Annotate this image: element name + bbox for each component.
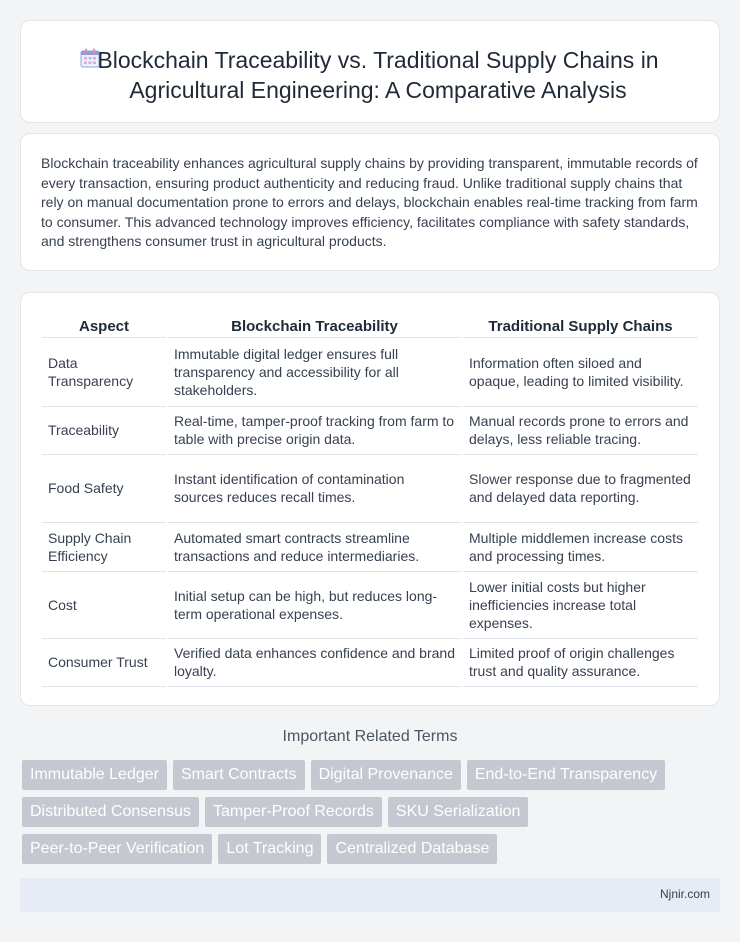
cell-blockchain: Real-time, tamper-proof tracking from farm to table with precise origin data. <box>167 406 462 454</box>
cell-blockchain: Verified data enhances confidence and brand loyalty. <box>167 638 462 686</box>
tag-row <box>22 760 722 790</box>
header-aspect: Aspect <box>42 315 167 337</box>
cell-traditional: Multiple middlemen increase costs and processing times. <box>462 522 698 571</box>
tag-distributed-consensus[interactable]: Distributed Consensus <box>22 797 199 827</box>
tag-smart-contracts[interactable]: Smart Contracts <box>173 760 305 790</box>
cell-aspect: Food Safety <box>42 454 167 522</box>
cell-blockchain: Automated smart contracts streamline transactions and reduce intermediaries. <box>167 522 462 571</box>
cell-aspect: Data Transparency <box>42 337 167 406</box>
cell-traditional: Lower initial costs but higher inefficiencies increase total expenses. <box>462 571 698 638</box>
header-traditional: Traditional Supply Chains <box>462 315 698 337</box>
cell-traditional: Slower response due to fragmented and delayed data reporting. <box>462 454 698 522</box>
tag-row <box>22 834 722 864</box>
tag-end-to-end-transparency[interactable]: End-to-End Transparency <box>467 760 665 790</box>
page-title: Blockchain Traceability vs. Traditional Supply Chains in Agricultural Engineering: A Comparative Analysis <box>97 47 659 103</box>
cell-traditional: Manual records prone to errors and delays, less reliable tracing. <box>462 406 698 454</box>
cell-traditional: Information often siloed and opaque, leading to limited visibility. <box>462 337 698 406</box>
title-card <box>20 20 720 123</box>
cell-traditional: Limited proof of origin challenges trust and quality assurance. <box>462 638 698 686</box>
tag-peer-to-peer-verification[interactable]: Peer-to-Peer Verification <box>22 834 212 864</box>
tag-row <box>22 797 722 827</box>
table-row <box>42 406 698 454</box>
footer <box>20 878 720 912</box>
footer-site-name[interactable]: Njnir.com <box>659 887 710 901</box>
cell-blockchain: Instant identification of contamination sources reduces recall times. <box>167 454 462 522</box>
comparison-table <box>42 315 698 687</box>
table-header-row <box>42 315 698 337</box>
table-row <box>42 571 698 638</box>
table-row <box>42 337 698 406</box>
table-row <box>42 638 698 686</box>
related-terms-list <box>22 760 722 871</box>
related-terms-title: Important Related Terms <box>282 728 458 745</box>
cell-aspect: Supply Chain Efficiency <box>42 522 167 571</box>
tag-lot-tracking[interactable]: Lot Tracking <box>218 834 321 864</box>
tag-centralized-database[interactable]: Centralized Database <box>327 834 497 864</box>
cell-blockchain: Initial setup can be high, but reduces long-term operational expenses. <box>167 571 462 638</box>
comparison-table-card <box>20 292 720 706</box>
intro-card <box>20 133 720 271</box>
tag-sku-serialization[interactable]: SKU Serialization <box>388 797 529 827</box>
cell-aspect: Cost <box>42 571 167 638</box>
tag-tamper-proof-records[interactable]: Tamper-Proof Records <box>205 797 382 827</box>
table-row <box>42 454 698 522</box>
tag-digital-provenance[interactable]: Digital Provenance <box>311 760 461 790</box>
table-row <box>42 522 698 571</box>
tag-immutable-ledger[interactable]: Immutable Ledger <box>22 760 167 790</box>
cell-aspect: Traceability <box>42 406 167 454</box>
intro-paragraph: Blockchain traceability enhances agricultural supply chains by providing transparent, immutable records of every transaction, ensuring product authenticity and reducing fraud. Unlike traditional supply chains that rely on manual documentation prone to errors and delays, blockchain enables real-time tracking from farm to consumer. This advanced technology improves efficiency, facilitates compliance with safety standards, and strengthens consumer trust in agricultural products. <box>41 155 698 250</box>
header-blockchain: Blockchain Traceability <box>167 315 462 337</box>
cell-aspect: Consumer Trust <box>42 638 167 686</box>
cell-blockchain: Immutable digital ledger ensures full transparency and accessibility for all stakeholders. <box>167 337 462 406</box>
